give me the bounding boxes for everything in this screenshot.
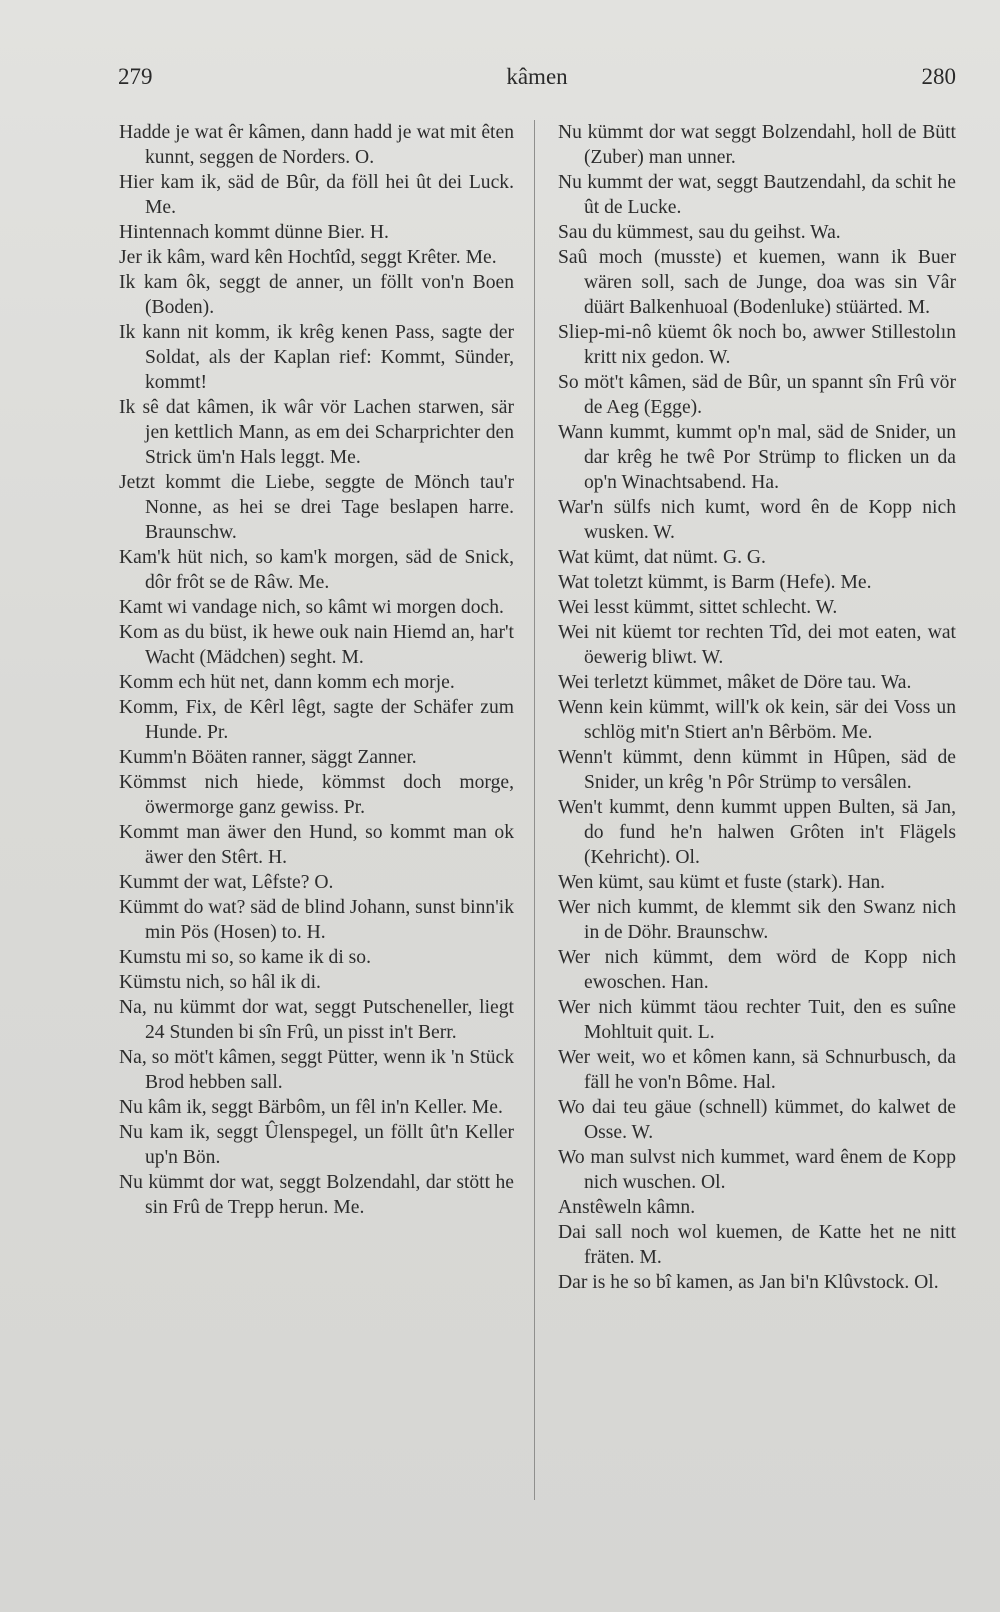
proverb-entry: Kumm'n Böäten ranner, säggt Zanner. [119, 747, 417, 768]
page-number-left: 279 [118, 64, 153, 89]
proverb-entry: Hadde je wat êr kâmen, dann hadd je wat mit êten kunnt, seggen de Norders. O. [119, 122, 514, 168]
proverb-entry: Jetzt kommt die Liebe, seggte de Mönch tau'r Nonne, as hei se drei Tage beslapen harre. Braunschw. [119, 472, 514, 543]
running-title: kâmen [506, 64, 568, 89]
proverb-entry: Nu kam ik, seggt Ûlenspegel, un föllt ût'n Keller up'n Bön. [119, 1122, 514, 1168]
proverb-entry: Kamt wi vandage nich, so kâmt wi morgen doch. [119, 597, 504, 618]
proverb-entry: Kümstu nich, so hâl ik di. [119, 972, 321, 993]
proverb-entry: Wen kümt, sau kümt et fuste (stark). Han. [558, 872, 886, 893]
proverb-entry: Wen't kummt, denn kummt uppen Bulten, sä Jan, do fund he'n halwen Grôten in't Flägels (Kehricht). Ol. [558, 797, 956, 868]
proverb-entry: Wei terletzt kümmet, mâket de Döre tau. Wa. [558, 672, 912, 693]
proverb-entry: Kumstu mi so, so kame ik di so. [119, 947, 372, 968]
proverb-entry: Wer nich kümmt täou rechter Tuit, den es suîne Mohltuit quit. L. [558, 997, 956, 1043]
proverb-entry: Kommt man äwer den Hund, so kommt man ok äwer den Stêrt. H. [119, 822, 514, 868]
proverb-entry: Sliep-mi-nô küemt ôk noch bo, awwer Stillestolın kritt nix gedon. W. [558, 322, 956, 368]
proverb-entry: Kam'k hüt nich, so kam'k morgen, säd de Snick, dôr frôt se de Râw. Me. [119, 547, 514, 593]
proverb-entry: War'n sülfs nich kumt, word ên de Kopp nich wusken. W. [558, 497, 956, 543]
proverb-entry: Wenn't kümmt, denn kümmt in Hûpen, säd de Snider, un krêg 'n Pôr Strümp to versâlen. [558, 747, 956, 793]
proverb-entry: Wei nit küemt tor rechten Tîd, dei mot eaten, wat öewerig bliwt. W. [558, 622, 956, 668]
proverb-entry: Wei lesst kümmt, sittet schlecht. W. [558, 597, 838, 618]
proverb-entry: So möt't kâmen, säd de Bûr, un spannt sîn Frû vör de Aeg (Egge). [558, 372, 956, 418]
proverb-entry: Wo man sulvst nich kummet, ward ênem de Kopp nich wuschen. Ol. [558, 1147, 956, 1193]
proverb-entry: Nu kummt der wat, seggt Bautzendahl, da schit he ût de Lucke. [558, 172, 956, 218]
proverb-entry: Wat toletzt kümmt, is Barm (Hefe). Me. [558, 572, 872, 593]
proverb-entry: Wer nich kümmt, dem wörd de Kopp nich ewoschen. Han. [558, 947, 956, 993]
proverb-entry: Wat kümt, dat nümt. G. G. [558, 547, 766, 568]
column-divider [534, 120, 535, 1500]
proverb-entry: Ik sê dat kâmen, ik wâr vör Lachen starwen, sär jen kettlich Mann, as em dei Scharprichter den Strick üm'n Hals leggt. Me. [119, 397, 514, 468]
proverb-entry: Kummt der wat, Lêfste? O. [119, 872, 334, 893]
right-column [558, 120, 956, 1295]
proverb-entry: Wenn kein kümmt, will'k ok kein, sär dei Voss un schlög mit'n Stiert an'n Bêrböm. Me. [558, 697, 956, 743]
proverb-entry: Komm, Fix, de Kêrl lêgt, sagte der Schäfer zum Hunde. Pr. [119, 697, 514, 743]
proverb-entry: Hintennach kommt dünne Bier. H. [119, 222, 389, 243]
proverb-entry: Wer nich kummt, de klemmt sik den Swanz nich in de Döhr. Braunschw. [558, 897, 956, 943]
proverb-entry: Dar is he so bî kamen, as Jan bi'n Klûvstock. Ol. [558, 1272, 939, 1293]
proverb-entry: Nu kâm ik, seggt Bärbôm, un fêl in'n Keller. Me. [119, 1097, 503, 1118]
proverb-entry: Wann kummt, kummt op'n mal, säd de Snider, un dar krêg he twê Por Strümp to flicken un da op'n Winachtsabend. Ha. [558, 422, 956, 493]
proverb-entry: Wer weit, wo et kômen kann, sä Schnurbusch, da fäll he von'n Bôme. Hal. [558, 1047, 956, 1093]
proverb-entry: Kom as du büst, ik hewe ouk nain Hiemd an, har't Wacht (Mädchen) seght. M. [119, 622, 514, 668]
proverb-entry: Komm ech hüt net, dann komm ech morje. [119, 672, 455, 693]
proverb-entry: Kümmt do wat? säd de blind Johann, sunst binn'ik min Pös (Hosen) to. H. [119, 897, 514, 943]
proverb-entry: Dai sall noch wol kuemen, de Katte het ne nitt fräten. M. [558, 1222, 956, 1268]
proverb-entry: Jer ik kâm, ward kên Hochtîd, seggt Krêter. Me. [119, 247, 497, 268]
proverb-entry: Nu kümmt dor wat, seggt Bolzendahl, dar stött he sin Frû de Trepp herun. Me. [119, 1172, 514, 1218]
proverb-entry: Na, so möt't kâmen, seggt Pütter, wenn ik 'n Stück Brod hebben sall. [119, 1047, 514, 1093]
proverb-entry: Ik kam ôk, seggt de anner, un föllt von'n Boen (Boden). [119, 272, 514, 318]
proverb-entry: Anstêweln kâmn. [558, 1197, 696, 1218]
proverb-entry: Hier kam ik, säd de Bûr, da föll hei ût dei Luck. Me. [119, 172, 514, 218]
page-number-right: 280 [921, 64, 956, 89]
proverb-entry: Wo dai teu gäue (schnell) kümmet, do kalwet de Osse. W. [558, 1097, 956, 1143]
proverb-entry: Saû moch (musste) et kuemen, wann ik Buer wären soll, sach de Junge, doa was sin Vâr düärt Balkenhuoal (Bodenluke) stüärted. M. [558, 247, 956, 318]
proverb-entry: Ik kann nit komm, ik krêg kenen Pass, sagte der Soldat, als der Kaplan rief: Kommt, Sünder, kommt! [119, 322, 514, 393]
page-header [118, 64, 956, 94]
proverb-entry: Na, nu kümmt dor wat, seggt Putscheneller, liegt 24 Stunden bi sîn Frû, un pisst in't Berr. [119, 997, 514, 1043]
proverb-entry: Sau du kümmest, sau du geihst. Wa. [558, 222, 841, 243]
proverb-entry: Kömmst nich hiede, kömmst doch morge, öwermorge ganz gewiss. Pr. [119, 772, 514, 818]
proverb-entry: Nu kümmt dor wat seggt Bolzendahl, holl de Bütt (Zuber) man unner. [558, 122, 956, 168]
left-column [119, 120, 514, 1220]
